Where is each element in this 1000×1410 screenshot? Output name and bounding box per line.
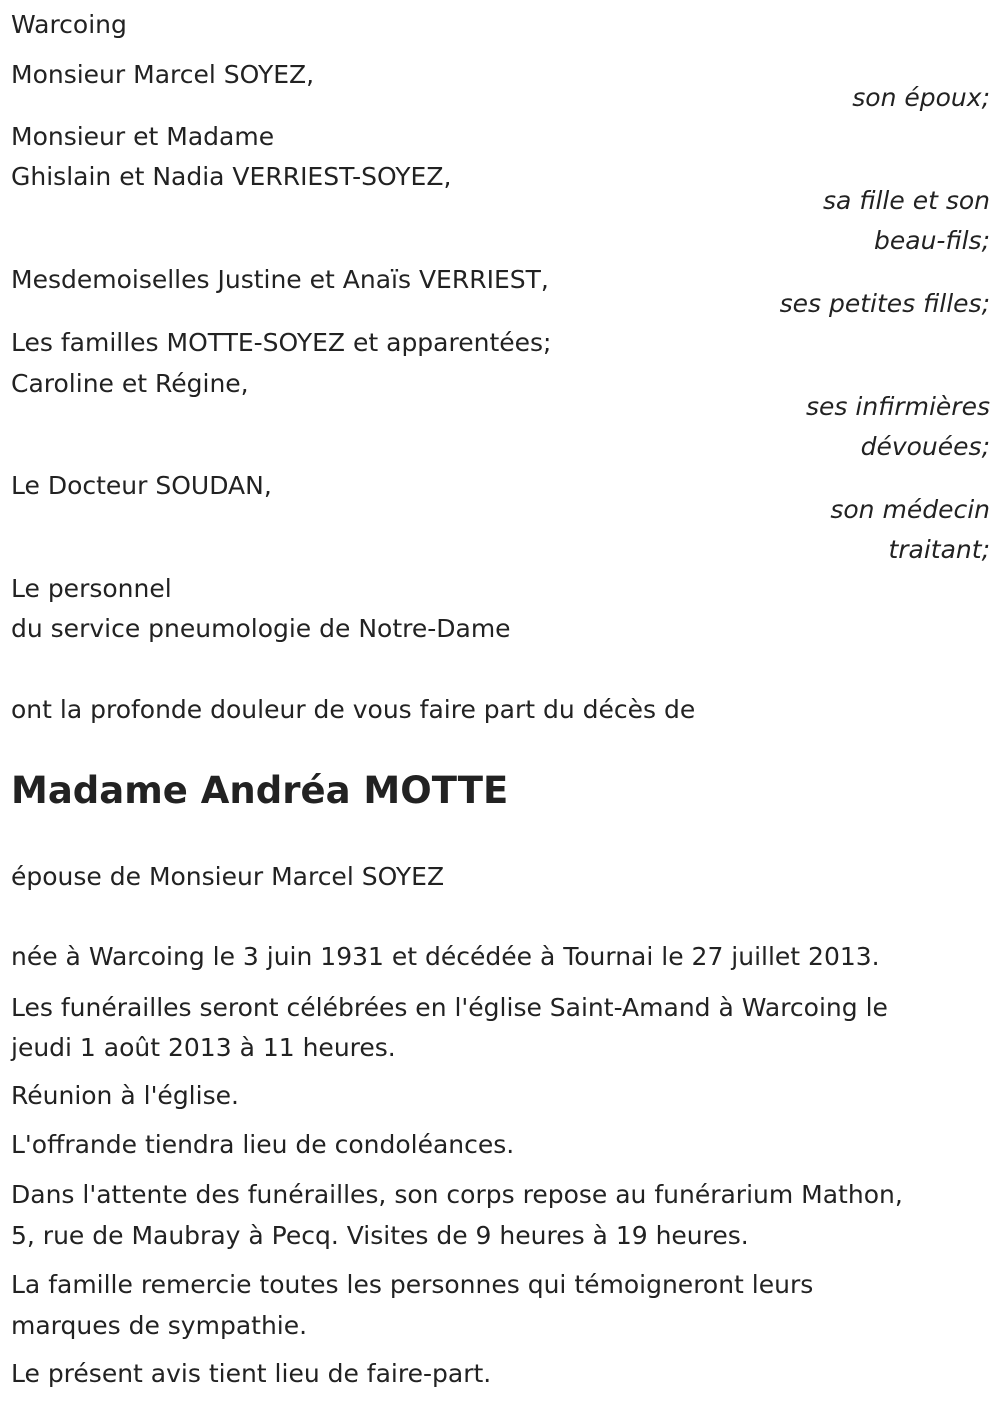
- offering-text: L'offrande tiendra lieu de condoléances.: [11, 1130, 515, 1159]
- mourner-spouse-name: Monsieur Marcel SOYEZ,: [11, 60, 315, 89]
- mourner-doctor-relation-line-1: son médecin: [830, 495, 990, 524]
- mourner-daughter-relation-line-1: sa fille et son: [823, 186, 990, 215]
- thanks-line-1: La famille remercie toutes les personnes qui témoigneront leurs: [11, 1270, 814, 1299]
- mourner-spouse-relation: son époux;: [852, 83, 990, 112]
- mourner-staff-line-2: du service pneumologie de Notre-Dame: [11, 614, 511, 643]
- mourner-doctor-name: Le Docteur SOUDAN,: [11, 471, 272, 500]
- funeral-line-2: jeudi 1 août 2013 à 11 heures.: [11, 1033, 396, 1062]
- mourner-nurses-relation-line-1: ses infirmières: [806, 392, 990, 421]
- notice-text: Le présent avis tient lieu de faire-part.: [11, 1359, 492, 1388]
- mourner-granddaughters-relation: ses petites filles;: [779, 289, 990, 318]
- deceased-spouse: épouse de Monsieur Marcel SOYEZ: [11, 862, 445, 891]
- mourner-families-name: Les familles MOTTE-SOYEZ et apparentées;: [11, 328, 552, 357]
- meeting-text: Réunion à l'église.: [11, 1081, 239, 1110]
- mourner-staff-line-1: Le personnel: [11, 574, 172, 603]
- mourner-daughter-name-line-2: Ghislain et Nadia VERRIEST-SOYEZ,: [11, 162, 452, 191]
- viewing-line-1: Dans l'attente des funérailles, son corps repose au funérarium Mathon,: [11, 1180, 903, 1209]
- viewing-line-2: 5, rue de Maubray à Pecq. Visites de 9 heures à 19 heures.: [11, 1221, 749, 1250]
- location-heading: Warcoing: [11, 10, 127, 39]
- deceased-name: Madame Andréa MOTTE: [11, 769, 509, 812]
- mourner-daughter-relation-line-2: beau-fils;: [874, 226, 990, 255]
- mourner-nurses-relation-line-2: dévouées;: [860, 432, 990, 461]
- mourner-granddaughters-name: Mesdemoiselles Justine et Anaïs VERRIEST,: [11, 265, 549, 294]
- mourner-doctor-relation-line-2: traitant;: [888, 535, 990, 564]
- mourner-daughter-name-line-1: Monsieur et Madame: [11, 122, 275, 151]
- funeral-line-1: Les funérailles seront célébrées en l'église Saint-Amand à Warcoing le: [11, 993, 888, 1022]
- announcement-text: ont la profonde douleur de vous faire part du décès de: [11, 695, 696, 724]
- mourner-nurses-name: Caroline et Régine,: [11, 369, 249, 398]
- birth-death-dates: née à Warcoing le 3 juin 1931 et décédée à Tournai le 27 juillet 2013.: [11, 942, 880, 971]
- thanks-line-2: marques de sympathie.: [11, 1311, 308, 1340]
